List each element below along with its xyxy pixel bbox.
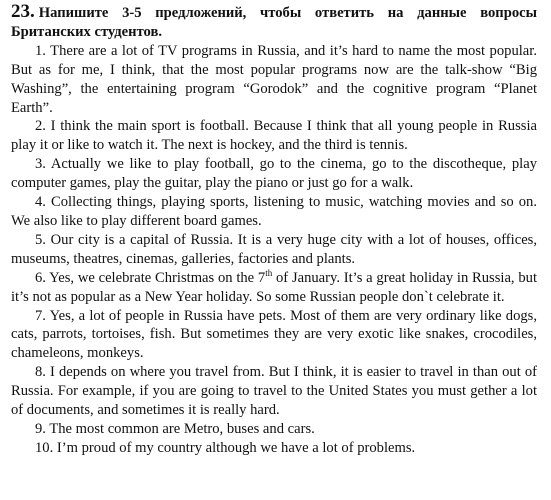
answer-2: 2. I think the main sport is football. Because I think that all young people in Russia play it or like to watch it. The next is hockey, and the third is tennis. bbox=[11, 118, 537, 154]
answer-6-ordinal-suffix: th bbox=[265, 267, 273, 278]
answer-4: 4. Collecting things, playing sports, listening to music, watching movies and so on. We also like to play different board games. bbox=[11, 194, 537, 229]
answer-1: 1. There are a lot of TV programs in Russia, and it’s hard to name the most popular. But as for me, I think, that the most popular programs now are the talk-show “Big Washing”, the entertaining program “Gorodok” and the cognitive program “Planet Earth”. bbox=[11, 42, 537, 116]
exercise-instruction: Напишите 3-5 предложений, чтобы ответить на данные вопросы Британских студентов. bbox=[11, 5, 537, 40]
answer-7: 7. Yes, a lot of people in Russia have pets. Most of them are very ordinary like dogs, cats, parrots, tortoises, fish. But sometimes they are very exotic like snakes, crocodiles, chameleons, monkeys. bbox=[11, 307, 537, 362]
answer-10: 10. I’m proud of my country although we have a lot of problems. bbox=[35, 439, 416, 456]
answer-6-text-after: of January. It’s a great holiday in Russia, but it’s not as popular as a New Year holiday. So some Russian people don`t celebrate it. bbox=[11, 269, 537, 305]
answer-8: 8. I depends on where you travel from. But I think, it is easier to travel in than out of Russia. For example, if you are going to travel to the United States you must gether a lot of documents, and sometimes it is really hard. bbox=[11, 364, 537, 419]
exercise-heading bbox=[11, 3, 537, 42]
answer-6 bbox=[11, 269, 537, 307]
exercise-number: 23. bbox=[11, 1, 35, 22]
answer-5: 5. Our city is a capital of Russia. It is a very huge city with a lot of houses, offices, museums, theatres, cinemas, galleries, factories and plants. bbox=[11, 231, 537, 267]
answer-9: 9. The most common are Metro, buses and cars. bbox=[35, 420, 315, 437]
answer-3: 3. Actually we like to play football, go to the cinema, go to the discotheque, play computer games, play the guitar, play the piano or just go for a walk. bbox=[11, 156, 537, 192]
answer-6-text-before: 6. Yes, we celebrate Christmas on the 7 bbox=[35, 269, 266, 286]
